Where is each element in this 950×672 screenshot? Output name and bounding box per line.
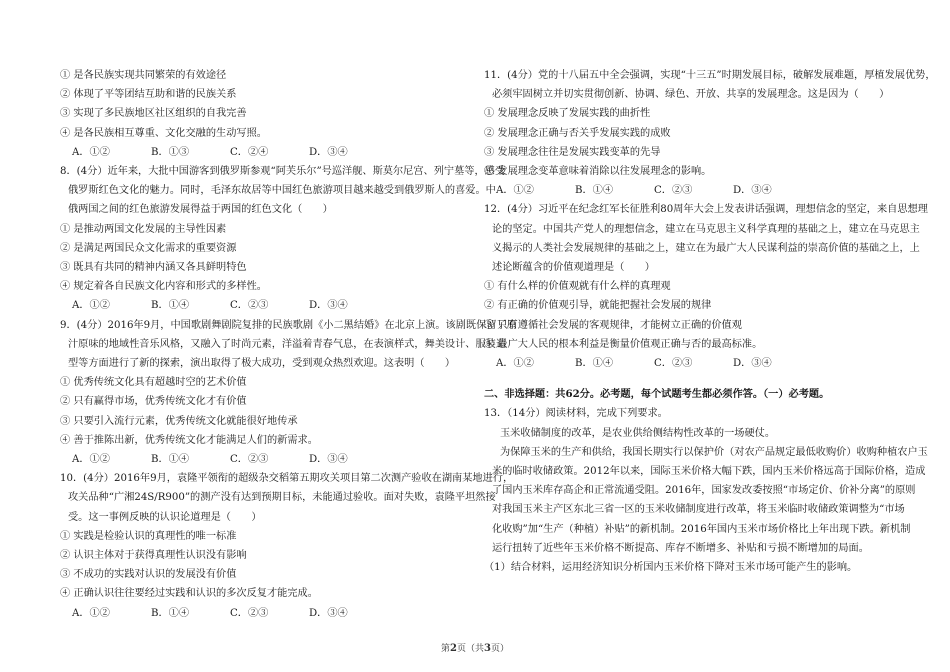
- choice-d: D．③④: [733, 358, 772, 370]
- option-item: ④ 最广大人民的根本利益是衡量价值观正确与否的最高标准。: [484, 338, 763, 350]
- option-item: ① 是各民族实现共同繁荣的有效途径: [60, 70, 227, 81]
- option-item: ③ 既具有共同的精神内涵又各具鲜明特色: [60, 262, 247, 274]
- option-item: ② 体现了平等团结互助和谐的民族关系: [60, 89, 237, 101]
- choice-a: A．①②: [72, 607, 110, 619]
- choice-b: B．①④: [151, 607, 190, 619]
- footer-mid: 页（共: [456, 644, 484, 654]
- question-stem: 攻关品种“广湘24S/R900”的测产没有达到预期目标，未能通过验收。面对失败，袁隆平坦然接: [68, 492, 496, 504]
- choice-b: B．①④: [151, 300, 190, 312]
- question-stem: 述论断蕴含的价值观道理是（ ）: [492, 262, 655, 274]
- choice-b: B．①④: [151, 454, 190, 466]
- answer-choices: [484, 354, 894, 373]
- choice-d: D．③④: [733, 185, 772, 197]
- question-stem: 11．(4分）党的十八届五中全会强调，实现“十三五”时期发展目标，破解发展难题，厚植发展优势，: [484, 70, 936, 81]
- question-stem: 8．(4分）近年来，大批中国游客到俄罗斯参观“阿芙乐尔”号巡洋舰、斯莫尔尼宫、列宁墓等，感受: [60, 166, 506, 178]
- question-stem: 论的坚定。中国共产党人的理想信念，建立在马克思主义科学真理的基础之上，建立在马克思主: [492, 223, 920, 235]
- option-item: ② 认识主体对于获得真理性认识没有影响: [60, 550, 247, 562]
- question-stem: 型等方面进行了新的探索，演出取得了极大成功，受到观众热烈欢迎。这表明（ ）: [68, 358, 456, 370]
- answer-choices: [60, 143, 460, 162]
- material-paragraph: 对我国玉米主产区东北三省一区的玉米收储制度进行改革，将玉米临时收储政策调整为“市场: [492, 504, 905, 516]
- choice-a: A．①②: [72, 300, 110, 312]
- option-item: ④ 是各民族相互尊重、文化交融的生动写照。: [60, 127, 267, 139]
- option-item: ② 有正确的价值观引导，就能把握社会发展的规律: [484, 300, 712, 312]
- option-item: ③ 发展理念往往是发展实践变革的先导: [484, 146, 661, 158]
- left-column: [60, 66, 517, 623]
- question-10: [60, 469, 514, 623]
- choice-c: C．②③: [230, 300, 269, 312]
- footer-prefix: 第: [441, 644, 451, 654]
- option-item: ③ 不成功的实践对认识的发展没有价值: [60, 569, 237, 581]
- option-item: ③ 只要引入流行元素，优秀传统文化就能很好地传承: [60, 415, 298, 427]
- question-12: [484, 200, 928, 373]
- page-footer: [0, 641, 950, 654]
- option-item: ③ 实现了多民族地区社区组织的自我完善: [60, 108, 247, 120]
- choice-d: D．③④: [309, 607, 348, 619]
- answer-choices: [60, 604, 460, 623]
- option-item: ③ 只有遵循社会发展的客观规律，才能树立正确的价值观: [484, 319, 742, 331]
- option-item: ① 有什么样的价值观就有什么样的真理观: [484, 281, 671, 293]
- material-paragraph: 米的临时收储政策。2012年以来，国际玉米价格大幅下跌，国内玉米价格远高于国际价格，造成: [492, 466, 926, 478]
- question-stem: 俄两国之间的红色旅游发展得益于两国的红色文化（ ）: [68, 204, 333, 216]
- option-item: ① 发展理念反映了发展实践的曲折性: [484, 108, 651, 120]
- option-item: ① 是推动两国文化发展的主导性因素: [60, 223, 227, 235]
- question-11: [484, 66, 936, 200]
- right-column: [484, 66, 936, 577]
- choice-b: B．①③: [151, 146, 190, 158]
- answer-choices: [60, 296, 460, 315]
- choice-b: B．①④: [575, 185, 614, 197]
- question-stem: 受。这一事例反映的认识论道理是（ ）: [68, 511, 262, 523]
- preceding-question-items: [60, 66, 460, 143]
- option-item: ④ 发展理念变革意味着消除以往发展理念的影响。: [484, 166, 712, 178]
- choice-a: A．①②: [496, 185, 534, 197]
- choice-c: C．②③: [654, 358, 693, 370]
- option-item: ① 优秀传统文化具有超越时空的艺术价值: [60, 377, 247, 389]
- option-item: ② 是满足两国民众文化需求的重要资源: [60, 242, 237, 254]
- material-paragraph: 为保障玉米的生产和供给，我国长期实行以保护价（对农产品规定最低收购价）收购种植农户玉: [500, 446, 928, 458]
- answer-choices: [484, 181, 894, 200]
- choice-a: A．①②: [496, 358, 534, 370]
- choice-d: D．③④: [309, 300, 348, 312]
- question-9: [60, 316, 517, 470]
- choice-d: D．③④: [309, 454, 348, 466]
- question-stem: 必须牢固树立并切实贯彻创新、协调、绿色、开放、共享的发展理念。这是因为（ ）: [492, 89, 890, 101]
- choice-d: D．③④: [309, 146, 348, 158]
- section-gap: [484, 373, 894, 385]
- question-stem: 俄罗斯红色文化的魅力。同时，毛泽东故居等中国红色旅游项目越来越受到俄罗斯人的喜爱。中: [68, 185, 496, 197]
- material-paragraph: 化收购”加“生产（种植）补贴”的新机制。2016年国内玉米市场价格比上年出现下跌。新机制: [492, 523, 911, 535]
- question-stem: 10．(4分）2016年9月，袁隆平领衔的超级杂交稻第五期攻关项目第二次测产验收在湖南某地进行，: [60, 473, 514, 485]
- sub-question: （1）结合材料，运用经济知识分析国内玉米价格下降对玉米市场可能产生的影响。: [484, 562, 858, 574]
- option-item: ④ 正确认识往往要经过实践和认识的多次反复才能完成。: [60, 588, 318, 600]
- choice-a: A．①②: [72, 146, 110, 158]
- question-stem: 13．（14分）阅读材料，完成下列要求。: [484, 408, 668, 420]
- choice-c: C．②④: [230, 146, 269, 158]
- material-paragraph: 运行扭转了近些年玉米价格不断提高、库存不断增多、补贴和亏损不断增加的局面。: [492, 542, 869, 554]
- option-item: ① 实践是检验认识的真理性的唯一标准: [60, 530, 237, 542]
- option-item: ② 只有赢得市场，优秀传统文化才有价值: [60, 396, 247, 408]
- question-stem: 9．(4分）2016年9月，中国歌剧舞剧院复排的民族歌剧《小二黑结婚》在北京上演。该剧既保留了原: [60, 319, 517, 331]
- question-stem: 汁原味的地域性音乐风格，又融入了时尚元素，洋溢着青春气息，在表演样式，舞美设计、服装造: [68, 338, 507, 350]
- material-paragraph: 了国内玉米库存高企和正常流通受阻。2016年，国家发改委按照“市场定价、价补分离”的原则: [492, 485, 916, 497]
- choice-c: C．②③: [654, 185, 693, 197]
- page-total: 3: [484, 643, 491, 654]
- choice-a: A．①②: [72, 454, 110, 466]
- page-number: 2: [450, 643, 457, 654]
- question-13: [484, 404, 928, 577]
- answer-choices: [60, 450, 460, 469]
- option-item: ④ 规定着各自民族文化内容和形式的多样性。: [60, 281, 267, 293]
- choice-c: C．②③: [230, 607, 269, 619]
- option-item: ④ 善于推陈出新，优秀传统文化才能满足人们的新需求。: [60, 434, 318, 446]
- question-8: [60, 162, 506, 316]
- choice-b: B．①④: [575, 358, 614, 370]
- section-heading: 二、非选择题：共62分。必考题，每个试题考生都必须作答。（一）必考题。: [484, 388, 830, 401]
- question-stem: 12．(4分）习近平在纪念红军长征胜利80周年大会上发表讲话强调，理想信念的坚定，来自思想理: [484, 204, 928, 216]
- question-stem: 义揭示的人类社会发展规律的基础之上，建立在为最广大人民谋利益的崇高价值的基础之上，上: [492, 242, 920, 254]
- material-paragraph: 玉米收储制度的改革，是农业供给侧结构性改革的一场硬仗。: [500, 427, 776, 439]
- footer-end: 页）: [490, 644, 509, 654]
- option-item: ② 发展理念正确与否关乎发展实践的成败: [484, 127, 671, 139]
- choice-c: C．②③: [230, 454, 269, 466]
